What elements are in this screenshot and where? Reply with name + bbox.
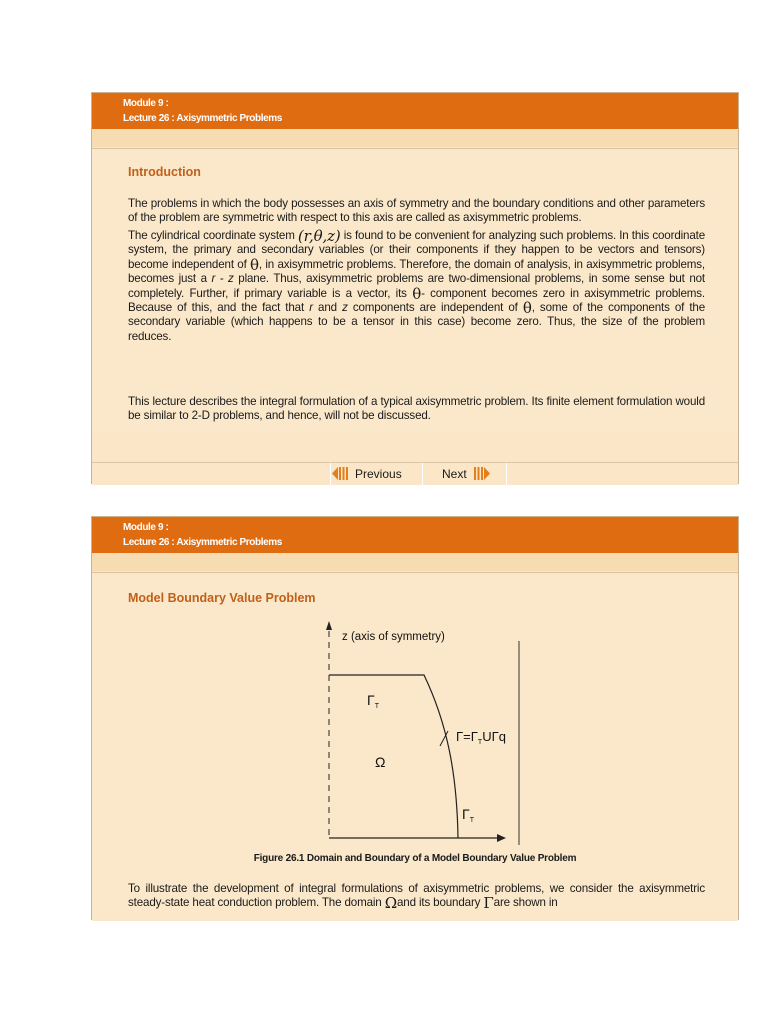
slide-model-bvp	[91, 516, 739, 920]
lecture-label: Lecture 26 : Axisymmetric Problems	[123, 113, 282, 124]
module-label: Module 9 :	[123, 522, 169, 533]
rz-plane-label: r - z	[211, 272, 234, 286]
header-band	[92, 553, 738, 571]
paragraph-text: This lecture describes the integral formulation of a typical axisymmetric problem. Its finite element formulation would be similar to 2-D problems, and hence, will not be discussed.	[128, 395, 705, 423]
omega-symbol: Ω	[384, 894, 397, 913]
text-segment: and	[318, 301, 337, 315]
slide-header	[92, 517, 738, 553]
module-label: Module 9 :	[123, 98, 169, 109]
text-segment: - component becomes zero in axisymmetric problems. Because of this, and the fact that	[128, 286, 705, 315]
section-title: Introduction	[128, 165, 201, 179]
text-segment: are shown in	[493, 896, 558, 910]
paragraph-coordinate-system	[128, 229, 705, 344]
gamma-symbol: Γ	[483, 894, 494, 913]
text-segment: components are independent of	[352, 301, 518, 315]
theta-symbol: θ	[250, 255, 259, 274]
gamma-bottom-label: $\Gamma_T$	[462, 806, 474, 824]
domain-boundary-figure	[92, 613, 740, 873]
text-segment: plane. Thus, axisymmetric problems are two-dimensional problems, in some sense but not completely. Further, if primary variable is a vector, its	[128, 272, 705, 300]
text-segment: , in axisymmetric problems. Therefore, the domain of analysis, in axisymmetric problems, becomes just a	[128, 257, 705, 286]
text-segment: To illustrate the development of integral formulations of axisymmetric problems, we consider the axisymmetric steady-state heat conduction problem. The domain	[128, 882, 705, 910]
header-band	[92, 129, 738, 147]
next-arrow-icon	[470, 466, 490, 481]
boundary-union-label: $\Gamma=\Gamma_TU\Gamma q$	[456, 729, 506, 746]
next-label: Next	[442, 466, 467, 481]
section-title: Model Boundary Value Problem	[128, 591, 316, 605]
axis-arrowhead	[326, 621, 332, 630]
slide-introduction	[91, 92, 739, 484]
paragraph-definition	[128, 197, 705, 226]
slide-content	[92, 572, 738, 921]
omega-label: Ω	[375, 754, 386, 770]
r-variable: r	[309, 301, 313, 315]
paragraph-illustration	[128, 882, 705, 911]
lecture-label: Lecture 26 : Axisymmetric Problems	[123, 537, 282, 548]
nav-divider	[506, 463, 507, 485]
domain-boundary	[329, 675, 458, 838]
text-segment: is found to be convenient for analyzing such problems. In this coordinate system, the primary and secondary variables (or their components if they happen to be vectors and tensors) become independent of	[128, 229, 706, 271]
slide-navigation	[92, 462, 738, 485]
text-segment: , some of the components of the secondary variable (which happens to be a tensor in this case) become zero. Thus, the size of the problem reduces.	[128, 301, 706, 343]
next-button[interactable]	[442, 465, 490, 482]
slide-content	[92, 148, 738, 432]
text-segment: The cylindrical coordinate system	[128, 229, 295, 242]
nav-divider	[422, 463, 423, 485]
figure-caption: Figure 26.1 Domain and Boundary of a Model Boundary Value Problem	[253, 853, 577, 864]
nav-divider	[330, 463, 331, 485]
paragraph-lecture-scope	[128, 395, 705, 424]
axis-label: z (axis of symmetry)	[342, 631, 445, 643]
theta-symbol: θ	[412, 284, 422, 303]
r-axis-arrowhead	[497, 834, 506, 842]
gamma-top-label: $\Gamma_T$	[367, 692, 379, 710]
coordinate-symbol: (r,θ,z)	[297, 227, 341, 245]
text-segment: and its boundary	[396, 896, 481, 910]
slide-header	[92, 93, 738, 129]
paragraph-text: The problems in which the body possesses an axis of symmetry and the boundary conditions and other parameters of the problem are symmetric with respect to this axis are called as axisymmetric problems.	[128, 197, 705, 225]
z-variable: z	[342, 301, 348, 315]
previous-arrow-icon	[332, 466, 352, 481]
previous-label: Previous	[355, 466, 402, 481]
previous-button[interactable]	[332, 465, 402, 482]
theta-symbol: θ	[522, 299, 532, 318]
